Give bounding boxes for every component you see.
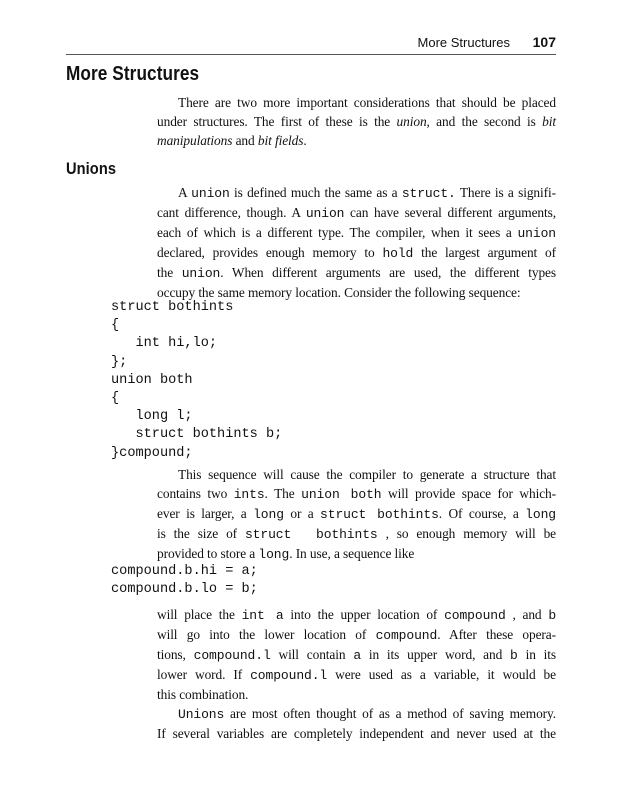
- subsection-title: Unions: [66, 159, 117, 178]
- text-line: tions, compound.l will contain a in its upper word, and b in its: [157, 647, 556, 663]
- text-line: will place the int a into the upper location of compound , and b: [157, 607, 557, 623]
- code-block-struct-union: struct bothints { int hi,lo; }; union both { long l; struct bothints b; }compound;: [111, 300, 283, 461]
- text-line: occupy the same memory location. Consider the following sequence:: [157, 285, 521, 300]
- text-line: This sequence will cause the compiler to generate a structure that: [178, 467, 556, 482]
- section-title: More Structures: [66, 63, 200, 85]
- intro-paragraph: [157, 93, 556, 150]
- text-line: this combination.: [157, 687, 249, 702]
- text-line: the union. When different arguments are used, the different types: [157, 265, 556, 281]
- text-line: under structures. The first of these is the union, and the second is bit: [157, 114, 556, 129]
- text-line: provided to store a long. In use, a sequence like: [157, 546, 415, 562]
- text-line: contains two ints. The union both will provide space for which-: [157, 486, 557, 502]
- code-block-assignment: compound.b.hi = a; compound.b.lo = b;: [111, 564, 258, 598]
- text-line: each of which is a different type. The compiler, when it sees a union: [157, 225, 556, 241]
- running-header-title: More Structures: [417, 35, 510, 50]
- unions-paragraph: [157, 183, 556, 302]
- text-line: cant difference, though. A union can have several different arguments,: [157, 205, 556, 221]
- text-line: ever is larger, a long or a struct bothints. Of course, a long: [157, 506, 556, 522]
- text-line: will go into the lower location of compound. After these opera-: [157, 627, 556, 643]
- result-paragraph: [157, 605, 556, 743]
- text-line: There are two more important considerations that should be placed: [178, 95, 556, 110]
- running-header: [66, 34, 556, 55]
- text-line: lower word. If compound.l were used as a variable, it would be: [157, 667, 556, 683]
- text-line: is the size of struct bothints , so enough memory will be: [157, 526, 557, 542]
- text-line: manipulations and bit fields.: [157, 133, 307, 148]
- text-line: Unions are most often thought of as a method of saving memory.: [178, 706, 556, 722]
- page-number: 107: [532, 34, 556, 50]
- text-line: declared, provides enough memory to hold the largest argument of: [157, 245, 556, 261]
- text-line: If several variables are completely independent and never used at the: [157, 726, 556, 741]
- explanation-paragraph: [157, 465, 556, 564]
- text-line: A union is defined much the same as a struct. There is a signifi-: [178, 185, 556, 201]
